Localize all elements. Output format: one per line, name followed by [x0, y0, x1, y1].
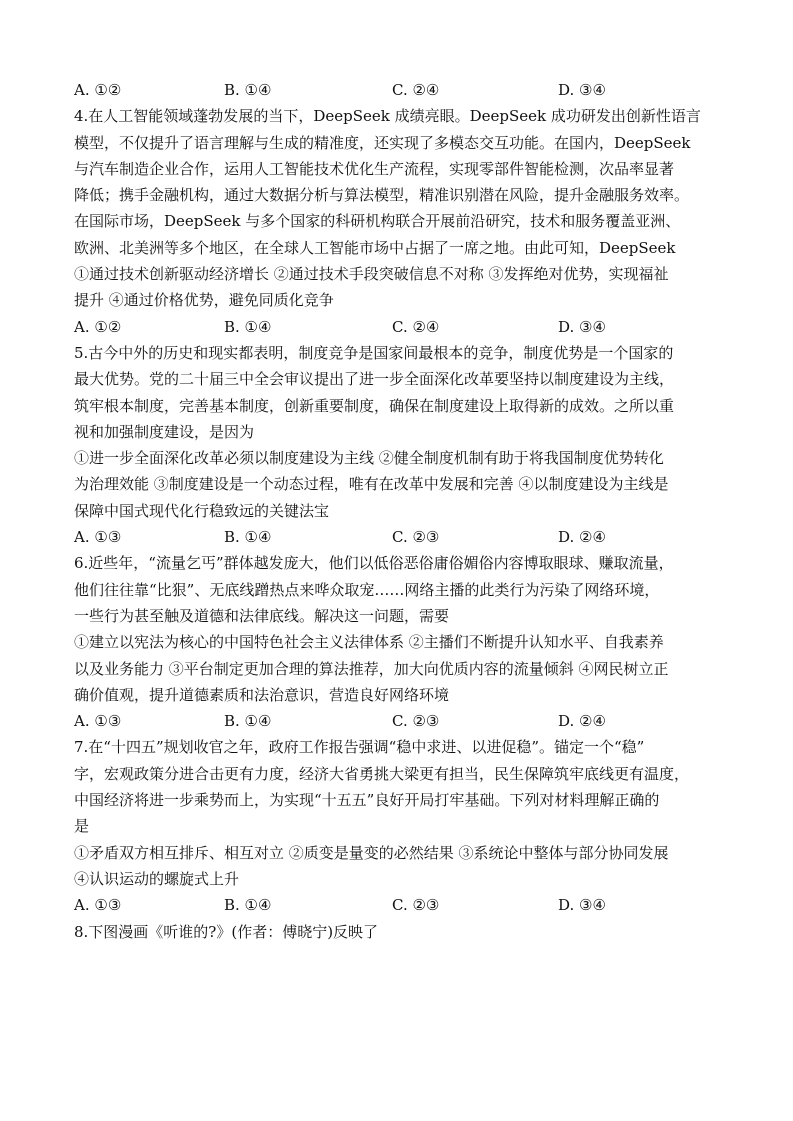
question-text-line: 5.古今中外的历史和现实都表明，制度竞争是国家间最根本的竞争，制度优势是一个国家的 [74, 343, 674, 362]
question-text-line: 最大优势。党的二十届三中全会审议提出了进一步全面深化改革要坚持以制度建设为主线， [74, 370, 675, 389]
option-d[interactable]: D. ③④ [558, 317, 606, 336]
question-text-line: 欧洲、北美洲等多个地区，在全球人工智能市场中占据了一席之地。由此可知，DeepSeek [74, 238, 676, 257]
question-statements-line: 提升 ④通过价格优势，避免同质化竞争 [74, 291, 334, 310]
option-b[interactable]: B. ①④ [224, 712, 272, 731]
option-d[interactable]: D. ②④ [558, 712, 606, 731]
question-statements-line: 为治理效能 ③制度建设是一个动态过程，唯有在改革中发展和完善 ④以制度建设为主线是 [74, 475, 669, 494]
question-text-line: 筑牢根本制度，完善基本制度，创新重要制度，确保在制度建设上取得新的成效。之所以重 [74, 396, 675, 415]
question-text-line: 在国际市场，DeepSeek 与多个国家的科研机构联合开展前沿研究，技术和服务覆盖亚洲、 [74, 212, 681, 231]
option-c[interactable]: C. ②④ [392, 317, 440, 336]
question-text-line: 他们往往靠“比狠”、无底线蹭热点来哗众取宠……网络主播的此类行为污染了网络环境， [74, 580, 660, 599]
option-b[interactable]: B. ①④ [224, 81, 272, 99]
question-5 [74, 340, 724, 550]
q3-options [74, 77, 724, 103]
option-d[interactable]: D. ③④ [558, 81, 606, 99]
question-statements-line: 确价值观，提升道德素质和法治意识，营造良好网络环境 [74, 685, 450, 704]
option-a[interactable]: A. ①③ [74, 712, 122, 731]
question-text-line: 降低；携手金融机构，通过大数据分析与算法模型，精准识别潜在风险，提升金融服务效率。 [74, 186, 690, 205]
question-text-line: 与汽车制造企业合作，运用人工智能技术优化生产流程，实现零部件智能检测，次品率显著 [74, 159, 675, 178]
question-text-line: 8.下图漫画《听谁的?》(作者：傅晓宁)反映了 [74, 922, 379, 941]
q6-options [74, 708, 724, 734]
question-text-line: 4.在人工智能领域蓬勃发展的当下，DeepSeek 成绩亮眼。DeepSeek 成功研发出创新性语言 [74, 107, 701, 126]
option-c[interactable]: C. ②④ [392, 81, 440, 99]
q4-options [74, 314, 724, 340]
question-statements-line: 以及业务能力 ③平台制定更加合理的算法推荐，加大向优质内容的流量倾斜 ④网民树立正 [74, 659, 669, 678]
option-d[interactable]: D. ②④ [558, 528, 606, 547]
question-4 [74, 103, 724, 340]
question-statements-line: ①进一步全面深化改革必须以制度建设为主线 ②健全制度机制有助于将我国制度优势转化 [74, 449, 664, 468]
question-text-line: 模型，不仅提升了语言理解与生成的精准度，还实现了多模态交互功能。在国内，DeepSeek [74, 133, 691, 152]
question-text-line: 视和加强制度建设，是因为 [74, 422, 255, 441]
question-8 [74, 919, 724, 945]
question-text-line: 字，宏观政策分进合击更有力度，经济大省勇挑大梁更有担当，民生保障筑牢底线更有温度， [74, 764, 690, 783]
q5-options [74, 524, 724, 550]
q7-options [74, 892, 724, 918]
question-text-line: 6.近些年，“流量乞丐”群体越发庞大，他们以低俗恶俗庸俗媚俗内容博取眼球、赚取流量， [74, 554, 674, 573]
question-text-line: 是 [74, 817, 90, 836]
question-statements-line: ④认识运动的螺旋式上升 [74, 869, 240, 888]
question-text-line: 7.在“十四五”规划收官之年，政府工作报告强调“稳中求进、以进促稳”。锚定一个“稳” [74, 738, 645, 757]
option-d[interactable]: D. ③④ [558, 896, 606, 915]
option-a[interactable]: A. ①② [74, 317, 122, 336]
option-c[interactable]: C. ②③ [392, 712, 440, 731]
question-text-line: 中国经济将进一步乘势而上，为实现“十五五”良好开局打牢基础。下列对材料理解正确的 [74, 791, 660, 810]
question-statements-line: 保障中国式现代化行稳致远的关键法宝 [74, 501, 330, 520]
question-statements-line: ①矛盾双方相互排斥、相互对立 ②质变是量变的必然结果 ③系统论中整体与部分协同发展 [74, 843, 669, 862]
question-6 [74, 550, 724, 734]
option-c[interactable]: C. ②③ [392, 896, 440, 915]
option-a[interactable]: A. ①② [74, 81, 122, 99]
question-statements-line: ①通过技术创新驱动经济增长 ②通过技术手段突破信息不对称 ③发挥绝对优势，实现福祉 [74, 265, 669, 284]
option-b[interactable]: B. ①④ [224, 528, 272, 547]
option-b[interactable]: B. ①④ [224, 317, 272, 336]
option-c[interactable]: C. ②③ [392, 528, 440, 547]
question-7 [74, 734, 724, 918]
option-a[interactable]: A. ①③ [74, 896, 122, 915]
question-statements-line: ①建立以宪法为核心的中国特色社会主义法律体系 ②主播们不断提升认知水平、自我素养 [74, 633, 664, 652]
question-text-line: 一些行为甚至触及道德和法律底线。解决这一问题，需要 [74, 606, 450, 625]
option-b[interactable]: B. ①④ [224, 896, 272, 915]
exam-page [74, 77, 724, 945]
option-a[interactable]: A. ①③ [74, 528, 122, 547]
